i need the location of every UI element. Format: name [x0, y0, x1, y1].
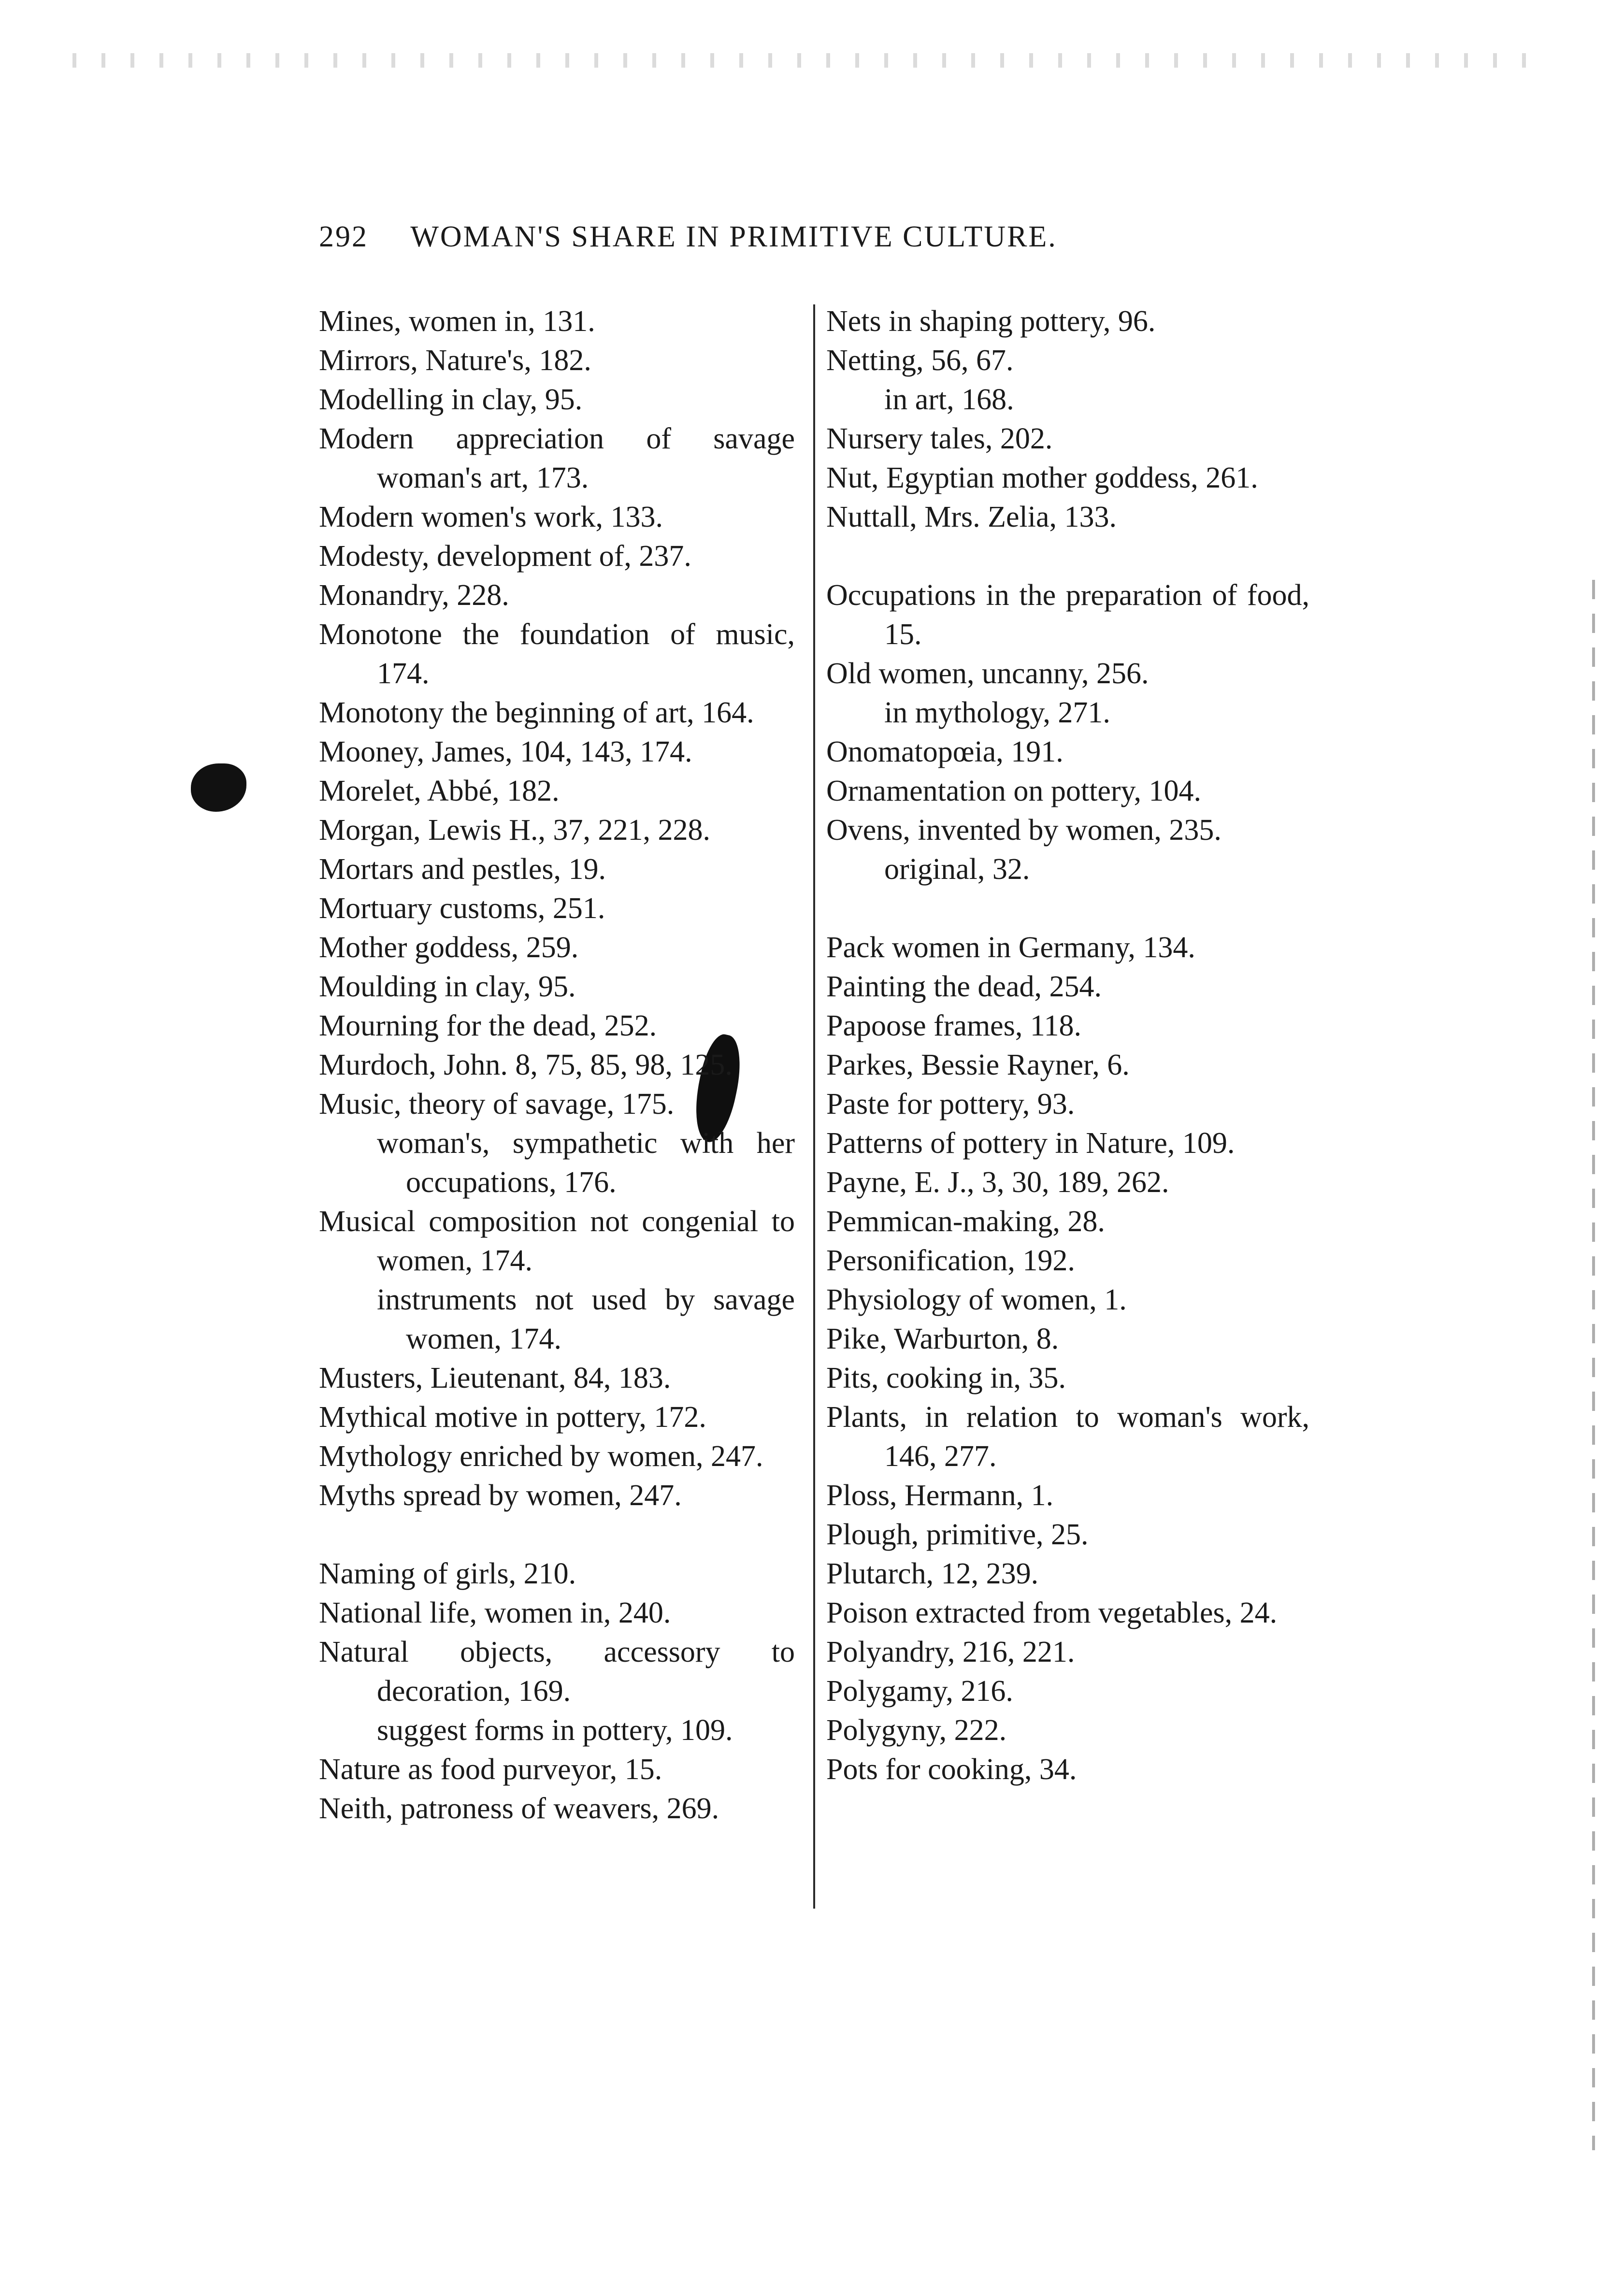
- index-subentry: [319, 1124, 795, 1202]
- index-entry: [826, 928, 1309, 967]
- index-entry-text: Physiology of women, 1.: [826, 1283, 1127, 1316]
- index-entry: [826, 302, 1309, 341]
- index-entry-text: Pits, cooking in, 35.: [826, 1362, 1066, 1394]
- index-entry-text: Mourning for the dead, 252.: [319, 1009, 657, 1042]
- index-entry-text: Monandry, 228.: [319, 579, 509, 612]
- index-entry: [826, 1280, 1309, 1320]
- running-title: WOMAN'S SHARE IN PRIMITIVE CULTURE.: [410, 220, 1057, 253]
- index-entry: [319, 1437, 795, 1476]
- index-entry-text: Monotone the foundation of music, 174.: [319, 618, 795, 690]
- index-entry: [826, 459, 1309, 498]
- index-entry-text: Occupations in the preparation of food, 15.: [826, 579, 1309, 651]
- column-divider: [813, 304, 815, 1909]
- index-entry-text: Netting, 56, 67.: [826, 344, 1014, 377]
- index-entry-text: Mirrors, Nature's, 182.: [319, 344, 591, 377]
- index-entry-text: Polygyny, 222.: [826, 1714, 1007, 1747]
- index-entry: [319, 693, 795, 733]
- index-entry-text: Ornamentation on pottery, 104.: [826, 775, 1201, 807]
- index-entry: [319, 537, 795, 576]
- index-entry-text: Polygamy, 216.: [826, 1675, 1013, 1708]
- index-entry-text: Patterns of pottery in Nature, 109.: [826, 1127, 1235, 1160]
- index-column-left: [319, 302, 795, 1828]
- index-entry-text: Mythical motive in pottery, 172.: [319, 1401, 706, 1434]
- index-entry-text: Nursery tales, 202.: [826, 422, 1053, 455]
- index-entry-text: Natural objects, accessory to decoration, 169.: [319, 1636, 795, 1708]
- index-entry: [826, 1163, 1309, 1202]
- index-entry-text: Plough, primitive, 25.: [826, 1518, 1089, 1551]
- index-entry-text: Poison extracted from vegetables, 24.: [826, 1596, 1278, 1629]
- index-entry-text: Pike, Warburton, 8.: [826, 1322, 1059, 1355]
- index-entry: [319, 733, 795, 772]
- index-entry: [826, 1241, 1309, 1280]
- index-entry: [826, 1594, 1309, 1633]
- index-entry: [826, 1046, 1309, 1085]
- index-entry: [319, 498, 795, 537]
- index-entry: [319, 380, 795, 419]
- index-entry-text: Naming of girls, 210.: [319, 1557, 576, 1590]
- index-entry: [319, 419, 795, 498]
- index-entry: [826, 498, 1309, 537]
- index-entry: [826, 1320, 1309, 1359]
- index-entry-text: Personification, 192.: [826, 1244, 1075, 1277]
- index-entry-text: Plutarch, 12, 239.: [826, 1557, 1039, 1590]
- index-entry: [826, 1006, 1309, 1046]
- index-entry: [826, 811, 1309, 850]
- index-entry-text: Onomatopœia, 191.: [826, 735, 1064, 768]
- index-section-gap: [826, 537, 1309, 576]
- index-entry-text: in mythology, 271.: [884, 696, 1110, 729]
- index-subentry: [319, 1711, 795, 1750]
- index-entry: [319, 811, 795, 850]
- index-entry-text: Parkes, Bessie Rayner, 6.: [826, 1049, 1130, 1081]
- index-entry: [319, 615, 795, 693]
- ink-smudge: [191, 763, 246, 812]
- index-entry-text: National life, women in, 240.: [319, 1596, 671, 1629]
- index-entry: [319, 1085, 795, 1124]
- index-entry-text: Mooney, James, 104, 143, 174.: [319, 735, 692, 768]
- index-entry: [319, 1750, 795, 1789]
- index-entry-text: Nuttall, Mrs. Zelia, 133.: [826, 501, 1117, 533]
- index-entry: [826, 1085, 1309, 1124]
- index-entry: [826, 341, 1309, 380]
- index-entry-text: Morelet, Abbé, 182.: [319, 775, 560, 807]
- index-entry: [319, 1006, 795, 1046]
- index-entry-text: Papoose frames, 118.: [826, 1009, 1082, 1042]
- index-entry: [826, 654, 1309, 693]
- index-entry: [319, 1789, 795, 1828]
- index-entry-text: original, 32.: [884, 853, 1030, 886]
- index-entry-text: Paste for pottery, 93.: [826, 1088, 1075, 1121]
- index-subentry: [826, 380, 1309, 419]
- index-entry: [319, 1398, 795, 1437]
- index-entry-text: Nets in shaping pottery, 96.: [826, 305, 1156, 338]
- index-section-gap: [826, 889, 1309, 928]
- index-entry: [826, 1633, 1309, 1672]
- index-entry-text: Musical composition not congenial to women, 174.: [319, 1205, 795, 1277]
- index-entry: [826, 576, 1309, 654]
- index-entry: [826, 967, 1309, 1006]
- index-subentry: [319, 1280, 795, 1359]
- index-entry-text: Painting the dead, 254.: [826, 970, 1102, 1003]
- index-entry: [319, 576, 795, 615]
- index-entry-text: Pemmican-making, 28.: [826, 1205, 1105, 1238]
- index-entry: [826, 1711, 1309, 1750]
- index-entry-text: Music, theory of savage, 175.: [319, 1088, 675, 1121]
- index-entry: [826, 1672, 1309, 1711]
- index-entry-text: Mythology enriched by women, 247.: [319, 1440, 763, 1473]
- index-entry-text: Modelling in clay, 95.: [319, 383, 583, 416]
- index-entry-text: Old women, uncanny, 256.: [826, 657, 1149, 690]
- index-entry: [826, 1554, 1309, 1594]
- index-entry-text: Ploss, Hermann, 1.: [826, 1479, 1054, 1512]
- index-entry: [826, 1750, 1309, 1789]
- index-entry: [319, 889, 795, 928]
- page-number: 292: [319, 220, 368, 253]
- index-entry-text: Ovens, invented by women, 235.: [826, 814, 1222, 847]
- index-entry-text: Plants, in relation to woman's work, 146, 277.: [826, 1401, 1309, 1473]
- index-entry: [319, 1633, 795, 1711]
- index-entry-text: Mother goddess, 259.: [319, 931, 579, 964]
- index-column-right: [826, 302, 1309, 1789]
- index-entry-text: Mortuary customs, 251.: [319, 892, 605, 925]
- index-entry-text: instruments not used by savage women, 174.: [377, 1283, 795, 1355]
- page-edge-shadow: [1592, 580, 1595, 2150]
- index-entry: [319, 1202, 795, 1280]
- index-entry: [319, 967, 795, 1006]
- index-entry-text: woman's, sympathetic with her occupations, 176.: [377, 1127, 795, 1199]
- index-entry-text: Moulding in clay, 95.: [319, 970, 576, 1003]
- index-section-gap: [319, 1515, 795, 1554]
- index-entry-text: Monotony the beginning of art, 164.: [319, 696, 754, 729]
- index-entry-text: Mortars and pestles, 19.: [319, 853, 606, 886]
- index-entry: [319, 302, 795, 341]
- index-entry: [826, 1202, 1309, 1241]
- index-entry-text: in art, 168.: [884, 383, 1014, 416]
- index-entry-text: Morgan, Lewis H., 37, 221, 228.: [319, 814, 710, 847]
- index-entry-text: Mines, women in, 131.: [319, 305, 595, 338]
- index-entry-text: suggest forms in pottery, 109.: [377, 1714, 733, 1747]
- index-entry: [826, 1515, 1309, 1554]
- index-entry-text: Myths spread by women, 247.: [319, 1479, 682, 1512]
- index-entry: [319, 1594, 795, 1633]
- index-entry: [826, 1476, 1309, 1515]
- index-entry: [826, 1124, 1309, 1163]
- index-entry-text: Modern appreciation of savage woman's art, 173.: [319, 422, 795, 494]
- index-entry: [319, 1476, 795, 1515]
- index-entry: [319, 1046, 795, 1085]
- index-entry-text: Modesty, development of, 237.: [319, 540, 691, 573]
- index-entry-text: Neith, patroness of weavers, 269.: [319, 1792, 719, 1825]
- index-entry: [826, 1398, 1309, 1476]
- index-entry: [319, 928, 795, 967]
- index-entry-text: Musters, Lieutenant, 84, 183.: [319, 1362, 671, 1394]
- index-entry-text: Nature as food purveyor, 15.: [319, 1753, 662, 1786]
- index-entry: [826, 1359, 1309, 1398]
- scan-noise: [72, 53, 1546, 68]
- index-entry-text: Polyandry, 216, 221.: [826, 1636, 1075, 1668]
- index-entry: [319, 1359, 795, 1398]
- index-entry: [319, 850, 795, 889]
- index-entry: [826, 419, 1309, 459]
- index-entry: [319, 341, 795, 380]
- index-entry: [826, 733, 1309, 772]
- index-entry: [319, 772, 795, 811]
- index-entry-text: Modern women's work, 133.: [319, 501, 663, 533]
- index-subentry: [826, 850, 1309, 889]
- index-entry-text: Pack women in Germany, 134.: [826, 931, 1195, 964]
- index-entry-text: Pots for cooking, 34.: [826, 1753, 1077, 1786]
- index-entry-text: Murdoch, John. 8, 75, 85, 98, 125.: [319, 1049, 733, 1081]
- index-entry: [319, 1554, 795, 1594]
- index-entry-text: Nut, Egyptian mother goddess, 261.: [826, 461, 1258, 494]
- index-entry: [826, 772, 1309, 811]
- index-entry-text: Payne, E. J., 3, 30, 189, 262.: [826, 1166, 1169, 1199]
- index-subentry: [826, 693, 1309, 733]
- running-header: [319, 220, 1057, 254]
